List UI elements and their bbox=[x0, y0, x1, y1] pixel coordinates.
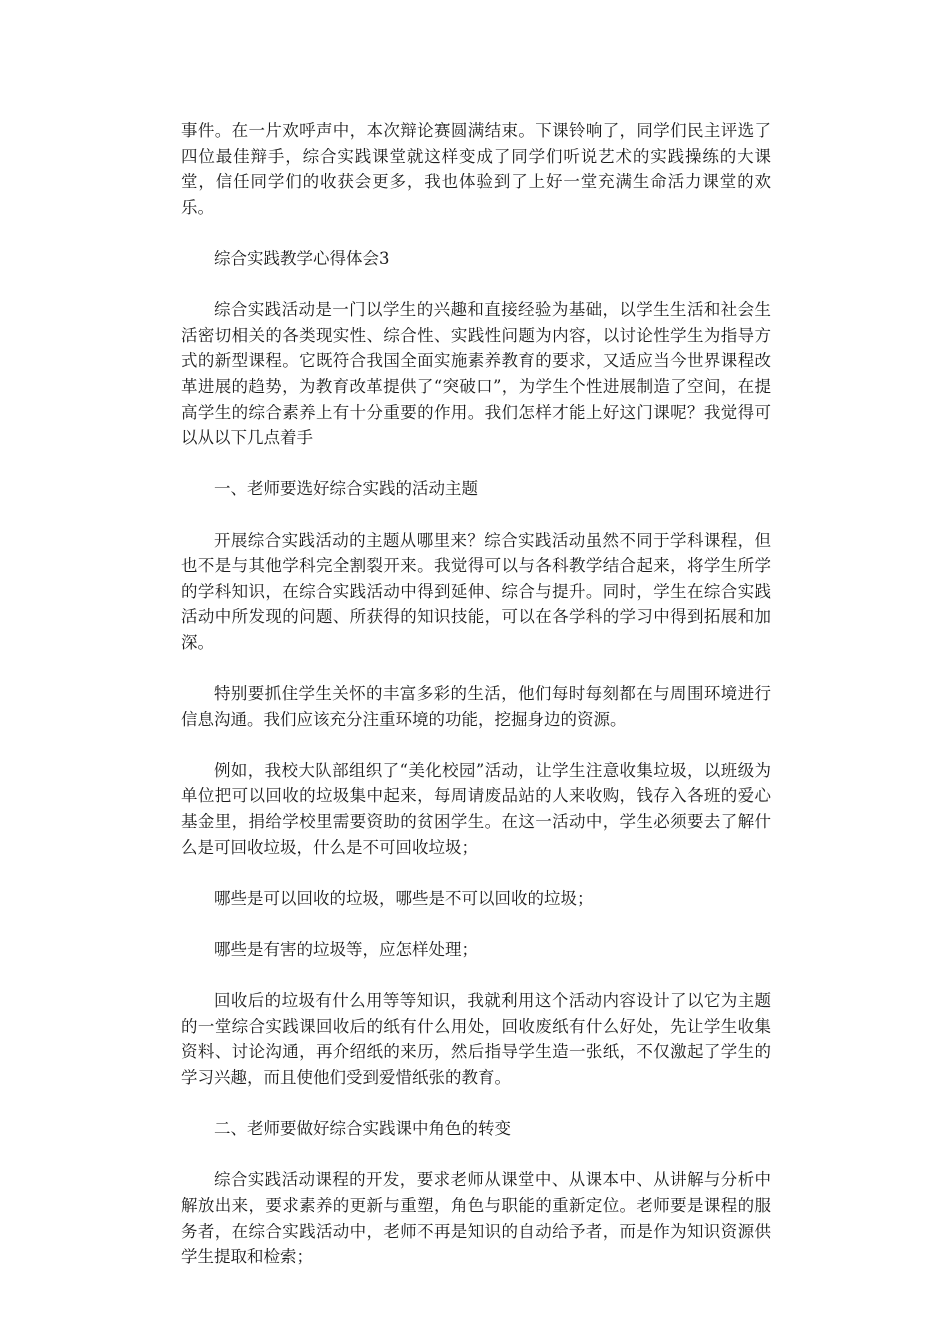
paragraph-recyclable: 哪些是可以回收的垃圾，哪些是不可以回收的垃圾； bbox=[214, 888, 594, 908]
paragraph-student-life: 特别要抓住学生关怀的丰富多彩的生活，他们每时每刻都在与周围环境进行信息沟通。我们应该充分注重环境的功能，挖掘身边的资源。 bbox=[181, 684, 771, 729]
paragraph-continuation: 事件。在一片欢呼声中，本次辩论赛圆满结束。下课铃响了，同学们民主评选了四位最佳辩手，综合实践课堂就这样变成了同学们听说艺术的实践操练的大课堂，信任同学们的收获会更多，我也体验到了上好一堂充满生命活力课堂的欢乐。 bbox=[181, 121, 771, 217]
document-page bbox=[181, 118, 771, 1295]
paragraph-lesson-design: 回收后的垃圾有什么用等等知识，我就利用这个活动内容设计了以它为主题的一堂综合实践课回收后的纸有什么用处，回收废纸有什么好处，先让学生收集资料、讨论沟通，再介绍纸的来历，然后指导学生造一张纸，不仅激起了学生的学习兴趣，而且使他们受到爱惜纸张的教育。 bbox=[181, 991, 771, 1087]
paragraph-example: 例如，我校大队部组织了“美化校园”活动，让学生注意收集垃圾，以班级为单位把可以回收的垃圾集中起来，每周请废品站的人来收购，钱存入各班的爱心基金里，捐给学校里需要资助的贫困学生。在这一活动中，学生必须要去了解什么是可回收垃圾，什么是不可回收垃圾； bbox=[181, 760, 771, 857]
paragraph-teacher-role: 综合实践活动课程的开发，要求老师从课堂中、从课本中、从讲解与分析中解放出来，要求素养的更新与重塑，角色与职能的重新定位。老师要是课程的服务者，在综合实践活动中，老师不再是知识的自动给予者，而是作为知识资源供学生提取和检索； bbox=[181, 1170, 771, 1267]
paragraph-intro: 综合实践活动是一门以学生的兴趣和直接经验为基础，以学生生活和社会生活密切相关的各类现实性、综合性、实践性问题为内容，以讨论性学生为指导方式的新型课程。它既符合我国全面实施素养教育的要求，又适应当今世界课程改革进展的趋势，为教育改革提供了“突破口”，为学生个性进展制造了空间，在提高学生的综合素养上有十分重要的作用。我们怎样才能上好这门课呢？我觉得可以从以下几点着手 bbox=[181, 300, 771, 448]
paragraph-harmful: 哪些是有害的垃圾等，应怎样处理； bbox=[214, 940, 478, 959]
section-title: 综合实践教学心得体会3 bbox=[214, 248, 390, 268]
section-heading-2: 二、老师要做好综合实践课中角色的转变 bbox=[214, 1119, 511, 1139]
paragraph-topic-source: 开展综合实践活动的主题从哪里来？综合实践活动虽然不同于学科课程，但也不是与其他学科完全割裂开来。我觉得可以与各科教学结合起来，将学生所学的学科知识，在综合实践活动中得到延伸、综合与提升。同时，学生在综合实践活动中所发现的问题、所获得的知识技能，可以在各学科的学习中得到拓展和加深。 bbox=[181, 530, 771, 652]
section-heading-1: 一、老师要选好综合实践的活动主题 bbox=[214, 479, 478, 499]
